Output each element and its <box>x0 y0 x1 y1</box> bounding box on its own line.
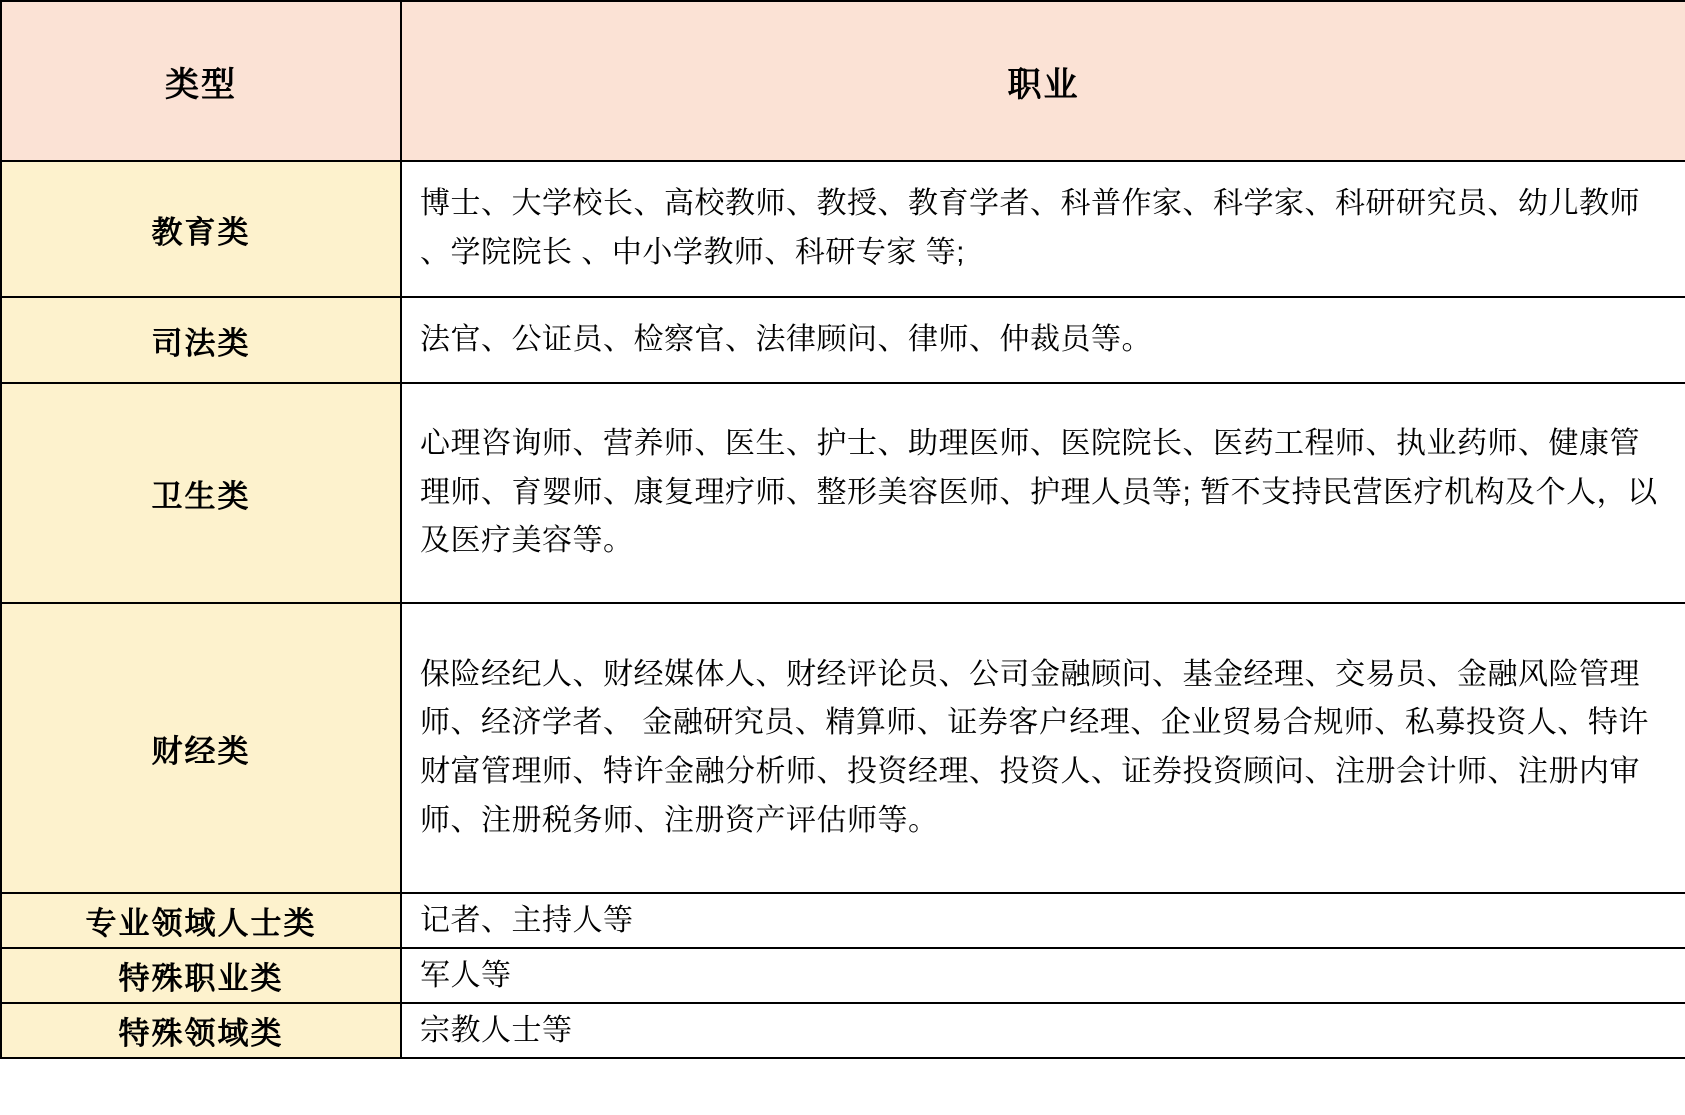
cell-type-finance: 财经类 <box>1 603 401 893</box>
cell-type-special-occupation: 特殊职业类 <box>1 948 401 1003</box>
table-body <box>1 161 1685 1058</box>
cell-occupation-special-field: 宗教人士等 <box>401 1003 1685 1058</box>
cell-occupation-professional: 记者、主持人等 <box>401 893 1685 948</box>
cell-occupation-judicial: 法官、公证员、检察官、法律顾问、律师、仲裁员等。 <box>401 297 1685 383</box>
table-row <box>1 1003 1685 1058</box>
cell-type-education: 教育类 <box>1 161 401 297</box>
table-header <box>1 1 1685 161</box>
cell-type-health: 卫生类 <box>1 383 401 603</box>
table-row <box>1 893 1685 948</box>
cell-type-special-field: 特殊领域类 <box>1 1003 401 1058</box>
table-row <box>1 948 1685 1003</box>
cell-type-judicial: 司法类 <box>1 297 401 383</box>
table-header-row <box>1 1 1685 161</box>
cell-occupation-special-occupation: 军人等 <box>401 948 1685 1003</box>
cell-type-professional: 专业领域人士类 <box>1 893 401 948</box>
table-row <box>1 603 1685 893</box>
table-row <box>1 383 1685 603</box>
cell-occupation-education: 博士、大学校长、高校教师、教授、教育学者、科普作家、科学家、科研研究员、幼儿教师 、学院院长 、中小学教师、科研专家 等; <box>401 161 1685 297</box>
cell-occupation-finance: 保险经纪人、财经媒体人、财经评论员、公司金融顾问、基金经理、交易员、金融风险管理师、经济学者、 金融研究员、精算师、证券客户经理、企业贸易合规师、私募投资人、特许财富管理师、特许金融分析师、投资经理、投资人、证券投资顾问、注册会计师、注册内审师、注册税务师、注册资产评估师等。 <box>401 603 1685 893</box>
column-header-occupation: 职业 <box>401 1 1685 161</box>
cell-occupation-health: 心理咨询师、营养师、医生、护士、助理医师、医院院长、医药工程师、执业药师、健康管理师、育婴师、康复理疗师、整形美容医师、护理人员等; 暂不支持民营医疗机构及个人，以及医疗美容等。 <box>401 383 1685 603</box>
table-row <box>1 297 1685 383</box>
column-header-type: 类型 <box>1 1 401 161</box>
table-row <box>1 161 1685 297</box>
